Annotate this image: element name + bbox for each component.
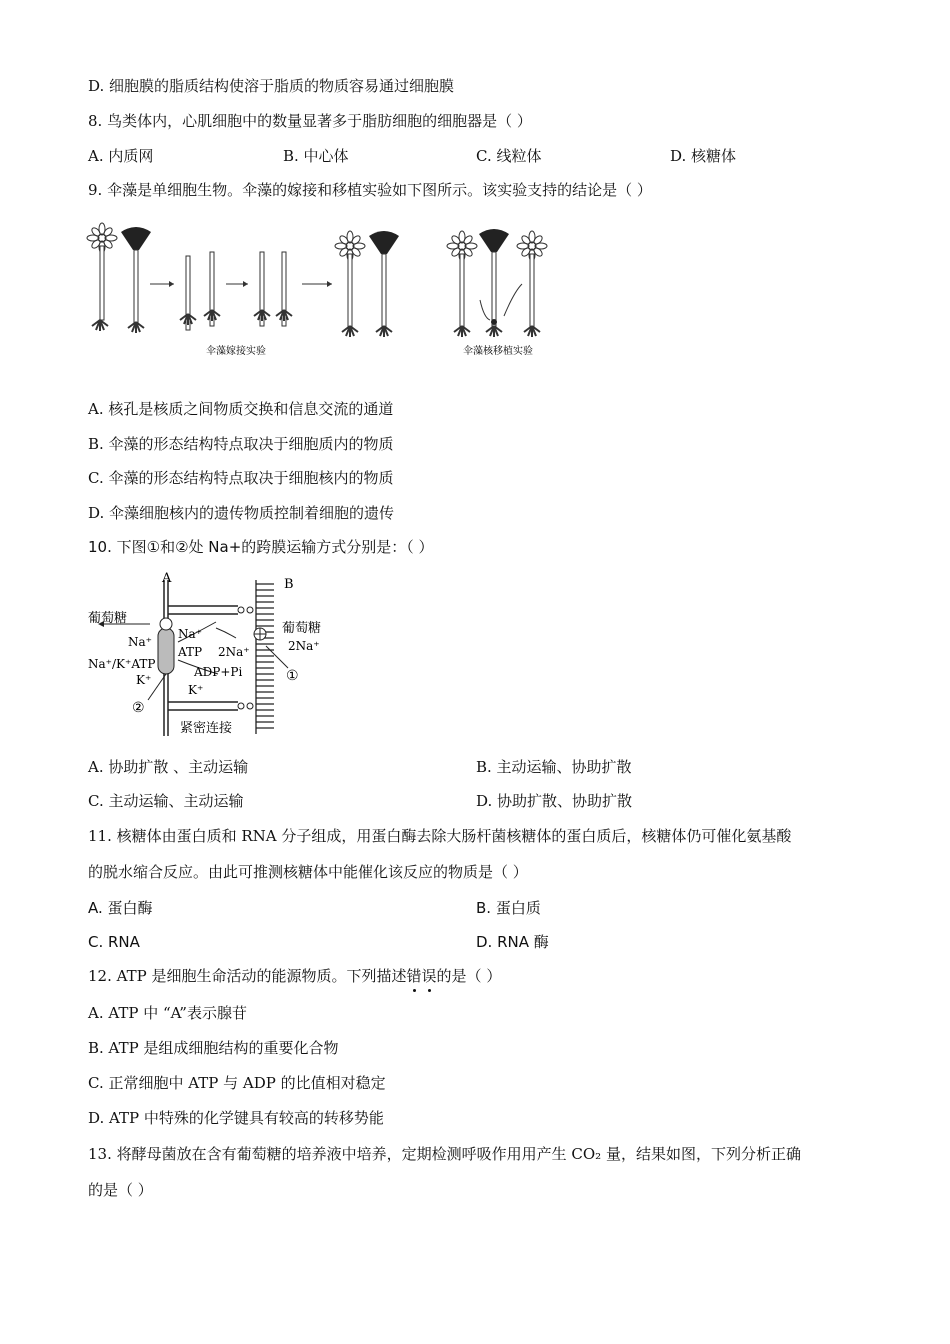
twona-label: 2Na⁺ bbox=[218, 645, 250, 659]
q8-option-d: D. 核糖体 bbox=[670, 147, 737, 165]
label-a: A bbox=[162, 571, 172, 586]
q8-option-c: C. 线粒体 bbox=[476, 147, 542, 165]
q10-stem: 10. 下图①和②处 Na+的跨膜运输方式分别是：（ ） bbox=[88, 538, 434, 556]
acetabularia-figure bbox=[86, 222, 566, 364]
q12-option-a: A. ATP 中 “A”表示腺苷 bbox=[88, 1004, 247, 1022]
q12-stem bbox=[88, 966, 501, 986]
glucose-left: 葡萄糖 bbox=[88, 611, 128, 626]
q9-option-d: D. 伞藻细胞核内的遗传物质控制着细胞的遗传 bbox=[88, 504, 395, 522]
q12-option-c: C. 正常细胞中 ATP 与 ADP 的比值相对稳定 bbox=[88, 1074, 386, 1092]
q11-option-a: A. 蛋白酶 bbox=[88, 899, 153, 917]
q9-option-c: C. 伞藻的形态结构特点取决于细胞核内的物质 bbox=[88, 469, 394, 487]
circle-1: ① bbox=[286, 668, 299, 684]
glucose-right: 葡萄糖 bbox=[282, 621, 322, 636]
q8-option-a: A. 内质网 bbox=[88, 147, 154, 165]
q12-option-b: B. ATP 是组成细胞结构的重要化合物 bbox=[88, 1039, 339, 1057]
transplant-caption: 伞藻核移植实验 bbox=[463, 346, 533, 357]
na-left: Na⁺ bbox=[128, 635, 152, 649]
q11-stem-line2: 的脱水缩合反应。由此可推测核糖体中能催化该反应的物质是（ ） bbox=[88, 863, 528, 881]
q10-option-a: A. 协助扩散 、主动运输 bbox=[88, 758, 249, 776]
pump-label: Na⁺/K⁺ATP bbox=[88, 657, 156, 671]
arrow-head bbox=[243, 281, 248, 287]
circle-2: ② bbox=[132, 700, 145, 716]
q7-option-d: D. 细胞膜的脂质结构使溶于脂质的物质容易通过细胞膜 bbox=[88, 77, 455, 95]
tight-junction-label: 紧密连接 bbox=[180, 721, 233, 736]
q13-stem-line2: 的是（ ） bbox=[88, 1181, 153, 1199]
arrow-head bbox=[169, 281, 174, 287]
q9-option-a: A. 核孔是核质之间物质交换和信息交流的通道 bbox=[88, 400, 394, 418]
q10-option-b: B. 主动运输、协助扩散 bbox=[476, 758, 632, 776]
transplant-stage bbox=[447, 229, 547, 337]
adp-label: ADP+Pi bbox=[194, 665, 243, 679]
q8-stem: 8. 鸟类体内，心肌细胞中的数量显著多于脂肪细胞的细胞器是（ ） bbox=[88, 112, 532, 130]
graft-stage-3 bbox=[254, 252, 292, 326]
graft-stage-2 bbox=[180, 252, 220, 330]
arrow-head bbox=[327, 281, 332, 287]
q10-option-c: C. 主动运输、主动运输 bbox=[88, 792, 244, 810]
q9-stem: 9. 伞藻是单细胞生物。伞藻的嫁接和移植实验如下图所示。该实验支持的结论是（ ） bbox=[88, 181, 652, 199]
q13-stem-line1: 13. 将酵母菌放在含有葡萄糖的培养液中培养，定期检测呼吸作用用产生 CO₂ 量，结果如图，下列分析正确 bbox=[88, 1145, 801, 1163]
label-b: B bbox=[284, 577, 294, 592]
graft-stage-1 bbox=[87, 223, 151, 333]
na-transport-figure bbox=[88, 570, 348, 742]
q12-stem-post: 的是（ ） bbox=[436, 967, 502, 985]
q10-option-d: D. 协助扩散、协助扩散 bbox=[476, 792, 633, 810]
q12-emph-1: 错 bbox=[406, 967, 422, 985]
q12-option-d: D. ATP 中特殊的化学键具有较高的转移势能 bbox=[88, 1109, 384, 1127]
graft-stage-4 bbox=[335, 231, 399, 337]
k-right: K⁺ bbox=[188, 683, 204, 697]
q11-stem-line1: 11. 核糖体由蛋白质和 RNA 分子组成，用蛋白酶去除大肠杆菌核糖体的蛋白质后，核糖体仍可催化氨基酸 bbox=[88, 827, 792, 845]
q9-option-b: B. 伞藻的形态结构特点取决于细胞质内的物质 bbox=[88, 435, 394, 453]
q12-stem-pre: 12. ATP 是细胞生命活动的能源物质。下列描述 bbox=[88, 967, 407, 985]
q11-option-d: D. RNA 酶 bbox=[476, 933, 549, 951]
k-left: K⁺ bbox=[136, 673, 152, 687]
q12-emph-2: 误 bbox=[421, 967, 437, 985]
q11-option-c: C. RNA bbox=[88, 933, 140, 951]
q11-option-b: B. 蛋白质 bbox=[476, 899, 541, 917]
twona-right: 2Na⁺ bbox=[288, 639, 320, 653]
atp-label: ATP bbox=[178, 645, 203, 659]
graft-caption: 伞藻嫁接实验 bbox=[206, 346, 266, 357]
q8-option-b: B. 中心体 bbox=[283, 147, 349, 165]
na-top: Na⁺ bbox=[178, 627, 202, 641]
